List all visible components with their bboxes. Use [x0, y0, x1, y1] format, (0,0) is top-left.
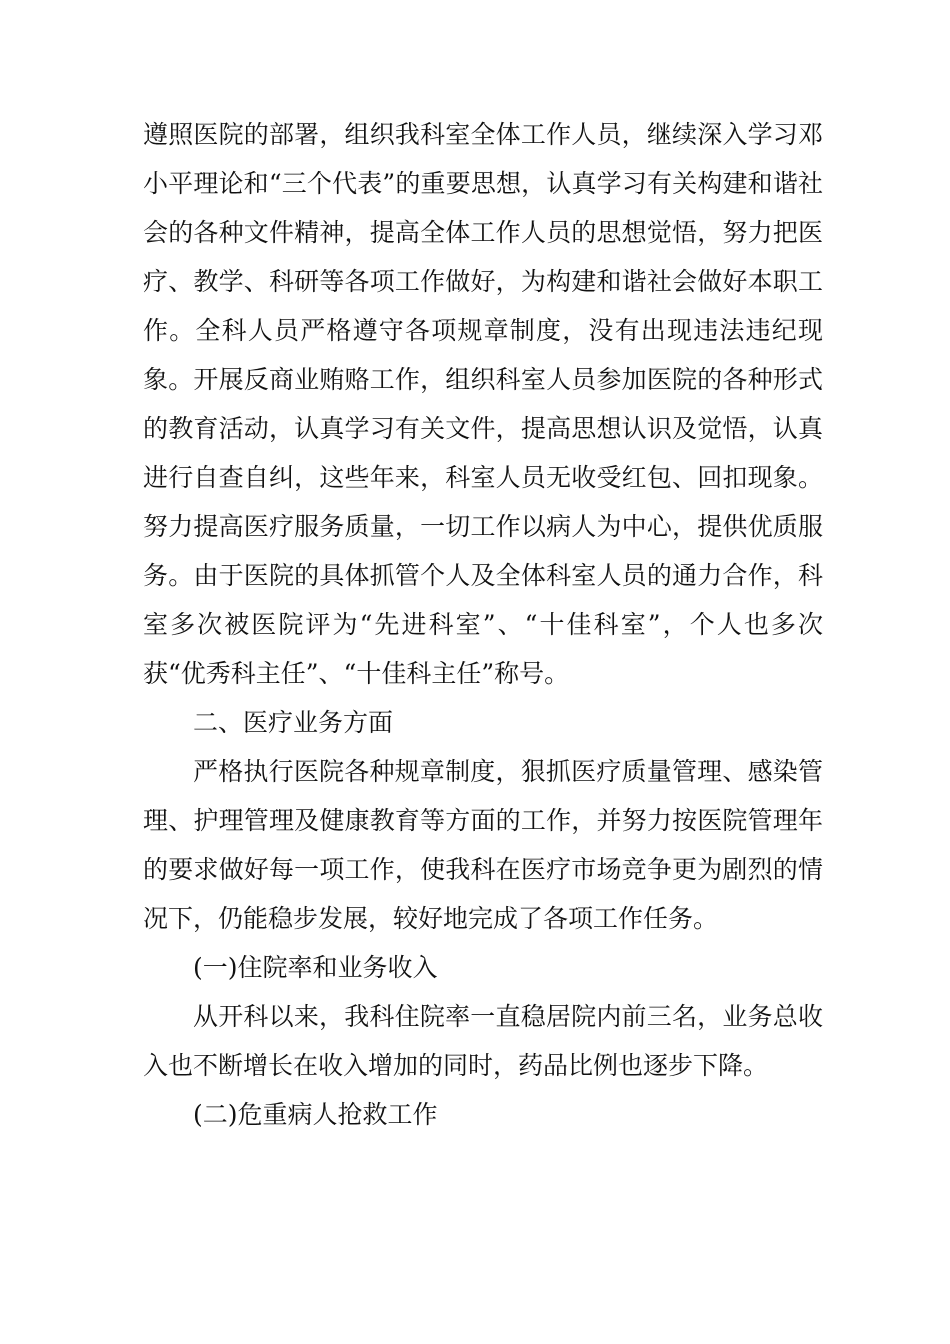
- paragraph-medical-quality: 严格执行医院各种规章制度，狠抓医疗质量管理、感染管理、护理管理及健康教育等方面的工作，并努力按医院管理年的要求做好每一项工作，使我科在医疗市场竞争更为剧烈的情况下，仍能稳步发展，较好地完成了各项工作任务。: [143, 757, 823, 933]
- paragraph-party-work: 遵照医院的部署，组织我科室全体工作人员，继续深入学习邓小平理论和“三个代表”的重要思想，认真学习有关构建和谐社会的各种文件精神，提高全体工作人员的思想觉悟，努力把医疗、教学、科研等各项工作做好，为构建和谐社会做好本职工作。全科人员严格遵守各项规章制度，没有出现违法违纪现象。开展反商业贿赂工作，组织科室人员参加医院的各种形式的教育活动，认真学习有关文件，提高思想认识及觉悟，认真进行自查自纠，这些年来，科室人员无收受红包、回扣现象。努力提高医疗服务质量，一切工作以病人为中心，提供优质服务。由于医院的具体抓管个人及全体科室人员的通力合作，科室多次被医院评为“先进科室”、“十佳科室”，个人也多次获“优秀科主任”、“十佳科主任”称号。: [143, 120, 823, 688]
- section-heading-medical-business: 二、医疗业务方面: [193, 708, 394, 737]
- document-body: [143, 110, 823, 1139]
- subsection-heading-admission-income: (一)住院率和业务收入: [193, 953, 438, 982]
- subsection-heading-critical-rescue: (二)危重病人抢救工作: [193, 1100, 438, 1129]
- paragraph-admission-income: 从开科以来，我科住院率一直稳居院内前三名，业务总收入也不断增长在收入增加的同时，药品比例也逐步下降。: [143, 1002, 823, 1080]
